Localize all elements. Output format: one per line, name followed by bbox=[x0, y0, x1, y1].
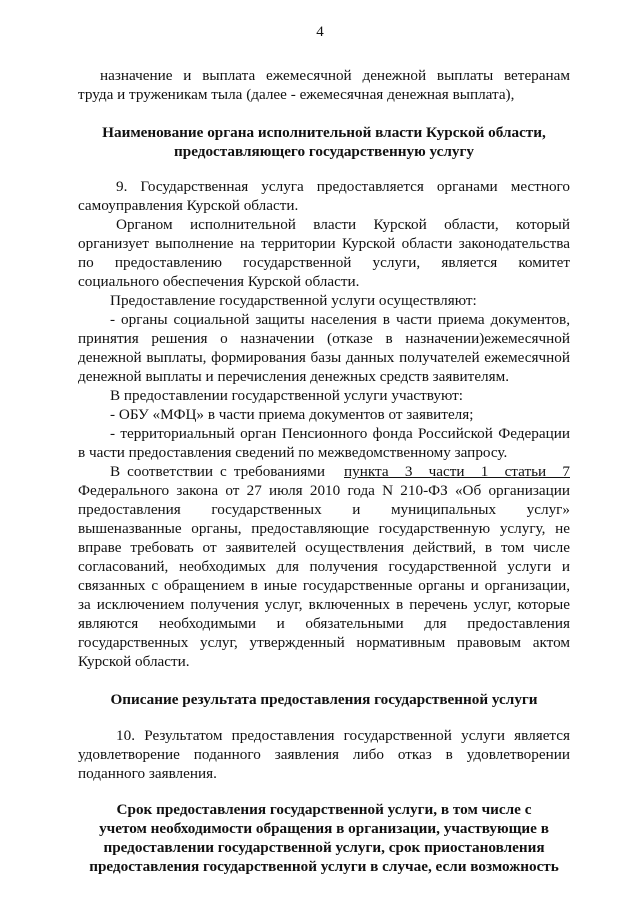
paragraph-line: 9. Государственная услуга предоставляется органами местного bbox=[116, 178, 570, 195]
paragraph-line: - органы социальной защиты населения в части приема документов, bbox=[110, 311, 570, 328]
paragraph-line: согласований, необходимых для получения государственной услуги и bbox=[78, 558, 570, 575]
paragraph-line: вправе требовать от заявителей осуществления действий, в том числе bbox=[78, 539, 570, 556]
paragraph-line: Предоставление государственной услуги осуществляют: bbox=[110, 292, 477, 309]
paragraph-line: являются необходимыми и обязательными для предоставления bbox=[78, 615, 570, 632]
section-heading: учетом необходимости обращения в организации, участвующие в bbox=[99, 820, 549, 837]
page-number: 4 bbox=[316, 24, 324, 40]
section-heading: предоставляющего государственную услугу bbox=[174, 143, 474, 160]
paragraph-line: - ОБУ «МФЦ» в части приема документов от заявителя; bbox=[110, 406, 474, 423]
paragraph-line: 10. Результатом предоставления государственной услуги является bbox=[116, 727, 570, 744]
section-heading: предоставления государственной услуги в случае, если возможность bbox=[89, 858, 559, 875]
section-heading: Описание результата предоставления государственной услуги bbox=[110, 691, 538, 708]
paragraph-line: - территориальный орган Пенсионного фонда Российской Федерации bbox=[110, 425, 570, 442]
paragraph-line: В предоставлении государственной услуги участвуют: bbox=[110, 387, 463, 404]
law-reference-link[interactable]: пункта 3 части 1 статьи 7 bbox=[344, 463, 570, 480]
paragraph-line: удовлетворение поданного заявления либо отказ в удовлетворении bbox=[78, 746, 570, 763]
paragraph-line: предоставления государственных и муниципальных услуг» bbox=[78, 501, 570, 518]
section-heading: Наименование органа исполнительной власти Курской области, bbox=[102, 124, 546, 141]
intro-line: труда и труженикам тыла (далее - ежемесячная денежная выплата), bbox=[78, 86, 515, 103]
paragraph-line: государственных услуг, утвержденный нормативным правовым актом bbox=[78, 634, 570, 651]
paragraph-line: Органом исполнительной власти Курской области, который bbox=[116, 216, 570, 233]
paragraph-line bbox=[110, 462, 570, 481]
paragraph-line: денежной выплаты, формирования базы данных получателей ежемесячной bbox=[78, 349, 570, 366]
paragraph-text: В соответствии с требованиями bbox=[110, 463, 325, 480]
paragraph-line: за исключением получения услуг, включенных в перечень услуг, которые bbox=[78, 596, 570, 613]
paragraph-line: принятия решения о назначении (отказе в назначении)ежемесячной bbox=[78, 330, 570, 347]
paragraph-line: в части предоставления сведений по межведомственному запросу. bbox=[78, 444, 508, 461]
section-heading: Срок предоставления государственной услуги, в том числе с bbox=[116, 801, 532, 818]
paragraph-line: Федерального закона от 27 июля 2010 года N 210-ФЗ «Об организации bbox=[78, 482, 570, 499]
paragraph-line: по предоставлению государственной услуги, является комитет bbox=[78, 254, 570, 271]
section-heading: предоставлении государственной услуги, срок приостановления bbox=[103, 839, 545, 856]
paragraph-line: Курской области. bbox=[78, 653, 190, 670]
paragraph-line: поданного заявления. bbox=[78, 765, 217, 782]
paragraph-line: вышеназванные органы, предоставляющие государственную услугу, не bbox=[78, 520, 570, 537]
intro-line: назначение и выплата ежемесячной денежной выплаты ветеранам bbox=[100, 67, 570, 84]
paragraph-line: связанных с обращением в иные государственные органы и организации, bbox=[78, 577, 570, 594]
paragraph-line: социального обеспечения Курской области. bbox=[78, 273, 360, 290]
paragraph-line: денежной выплаты и перечисления денежных средств заявителям. bbox=[78, 368, 510, 385]
paragraph-line: организует выполнение на территории Курской области законодательства bbox=[78, 235, 570, 252]
paragraph-line: самоуправления Курской области. bbox=[78, 197, 299, 214]
